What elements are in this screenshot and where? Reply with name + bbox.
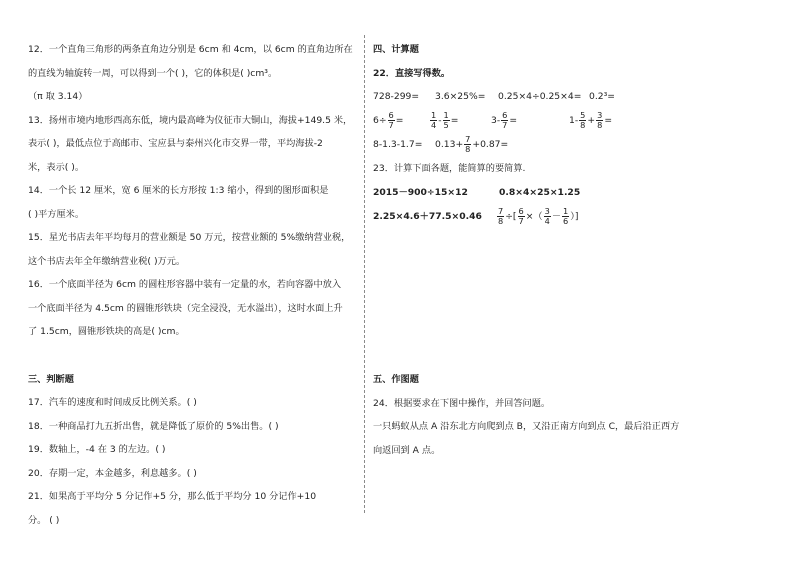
numerator: 6 bbox=[518, 205, 524, 216]
numerator: 3 bbox=[597, 110, 603, 120]
calc-1-4: 0.2³= bbox=[589, 91, 615, 102]
column-divider bbox=[364, 35, 365, 513]
fraction bbox=[596, 111, 603, 130]
left-column bbox=[28, 38, 363, 532]
section-5 bbox=[373, 368, 773, 462]
q14-line1: 14．一个长 12 厘米，宽 6 厘米的长方形按 1:3 缩小，得到的图形面积是 bbox=[28, 185, 329, 196]
calc-row-4 bbox=[373, 181, 773, 205]
calc-2-1 bbox=[373, 109, 403, 133]
calc-row-2 bbox=[373, 109, 773, 133]
operator: - bbox=[438, 115, 442, 126]
operator: ÷[ bbox=[505, 210, 517, 222]
calc-row-5 bbox=[373, 205, 773, 229]
fraction bbox=[562, 207, 569, 226]
right-column bbox=[373, 38, 773, 229]
calc-row-3 bbox=[373, 133, 773, 157]
denominator: 5 bbox=[443, 120, 449, 130]
denominator: 8 bbox=[597, 120, 603, 130]
operator: ×（ bbox=[525, 210, 543, 222]
fraction bbox=[497, 207, 504, 226]
calc-1-3: 0.25×4÷0.25×4= bbox=[498, 91, 582, 102]
q19: 19．数轴上，-4 在 3 的左边。( ) bbox=[28, 444, 166, 455]
numerator: 1 bbox=[563, 205, 569, 216]
calc-2-1-post: = bbox=[395, 115, 404, 126]
fraction bbox=[443, 111, 450, 130]
q21-line2: 分。 ( ) bbox=[28, 514, 60, 526]
fraction bbox=[388, 111, 395, 130]
calc-3-1: 8-1.3-1.7= bbox=[373, 139, 423, 150]
q22-title: 22．直接写得数。 bbox=[373, 67, 451, 79]
calc-2-4-post: = bbox=[604, 115, 613, 126]
q23-title: 23．计算下面各题，能简算的要简算. bbox=[373, 163, 526, 174]
calc-1-2: 3.6×25%= bbox=[435, 91, 486, 102]
calc-2-2-post: = bbox=[450, 115, 459, 126]
calc-3-2-pre: 0.13+ bbox=[435, 139, 464, 150]
calc-2-2 bbox=[429, 109, 458, 133]
calc-2-4 bbox=[569, 109, 612, 133]
calc-2-3-post: = bbox=[509, 115, 518, 126]
numerator: 1 bbox=[431, 110, 437, 120]
q18: 18．一种商品打九五折出售，就是降低了原价的 5%出售。( ) bbox=[28, 420, 279, 432]
q21-line1: 21．如果高于平均分 5 分记作+5 分，那么低于平均分 10 分记作+10 bbox=[28, 491, 317, 502]
q13-line2: 表示( )，最低点位于高邮市、宝应县与泰州兴化市交界一带，平均海拔-2 bbox=[28, 138, 323, 149]
section-3-title: 三、判断题 bbox=[28, 373, 74, 385]
denominator: 6 bbox=[563, 215, 569, 226]
calc-1-1: 728-299= bbox=[373, 91, 420, 102]
q24-line1: 一只蚂蚁从点 A 沿东北方向爬到点 B，又沿正南方向到点 C，最后沿正西方 bbox=[373, 421, 680, 432]
calc-3-2-post: +0.87= bbox=[472, 139, 509, 150]
calc-2-3 bbox=[491, 109, 517, 133]
numerator: 7 bbox=[465, 134, 471, 144]
calc-2-3-pre: 3- bbox=[491, 115, 501, 126]
denominator: 4 bbox=[544, 215, 550, 226]
calc-4-1: 2015－900÷15×12 bbox=[373, 186, 468, 198]
numerator: 6 bbox=[388, 110, 394, 120]
q20: 20．存期一定，本金越多，利息越多。( ) bbox=[28, 467, 197, 479]
q14-line2: ( )平方厘米。 bbox=[28, 208, 85, 220]
fraction bbox=[544, 207, 551, 226]
section-5-title: 五、作图题 bbox=[373, 374, 419, 385]
q12-line2: 的直线为轴旋转一周，可以得到一个( )，它的体积是( )cm³。 bbox=[28, 67, 278, 79]
fraction bbox=[518, 207, 525, 226]
q24-line2: 向返回到 A 点。 bbox=[373, 444, 441, 456]
denominator: 7 bbox=[388, 120, 394, 130]
calc-5-2 bbox=[496, 205, 578, 229]
operator: － bbox=[551, 210, 562, 222]
numerator: 6 bbox=[502, 110, 508, 120]
operator: + bbox=[587, 115, 596, 126]
q13-line1: 13．扬州市境内地形西高东低，境内最高峰为仪征市大铜山，海拔+149.5 米， bbox=[28, 114, 353, 126]
numerator: 3 bbox=[544, 205, 550, 216]
denominator: 7 bbox=[502, 120, 508, 130]
q17: 17．汽车的速度和时间成反比例关系。( ) bbox=[28, 397, 197, 408]
q15-line1: 15．星光书店去年平均每月的营业额是 50 万元，按营业额的 5%缴纳营业税， bbox=[28, 232, 351, 243]
fraction bbox=[464, 135, 471, 154]
calc-4-2: 0.8×4×25×1.25 bbox=[499, 186, 581, 198]
denominator: 8 bbox=[580, 120, 586, 130]
calc-row-1 bbox=[373, 85, 773, 109]
denominator: 4 bbox=[431, 120, 437, 130]
q16-line1: 16．一个底面半径为 6cm 的圆柱形容器中装有一定量的水，若向容器中放入 bbox=[28, 279, 342, 290]
calc-2-4-pre: 1- bbox=[569, 115, 579, 126]
q16-line3: 了 1.5cm，圆锥形铁块的高是( )cm。 bbox=[28, 326, 185, 337]
denominator: 8 bbox=[498, 215, 504, 226]
calc-3-2 bbox=[435, 133, 508, 157]
numerator: 1 bbox=[443, 110, 449, 120]
q12-line1: 12．一个直角三角形的两条直角边分别是 6cm 和 4cm，以 6cm 的直角边所在 bbox=[28, 44, 353, 55]
operator: ）] bbox=[570, 210, 579, 222]
calc-2-1-pre: 6÷ bbox=[373, 115, 387, 126]
denominator: 7 bbox=[518, 215, 524, 226]
numerator: 7 bbox=[498, 205, 504, 216]
calc-5-1: 2.25×4.6＋77.5×0.46 bbox=[373, 210, 482, 222]
q13-line3: 米，表示( )。 bbox=[28, 161, 85, 173]
fraction bbox=[579, 111, 586, 130]
denominator: 8 bbox=[465, 144, 471, 154]
fraction bbox=[501, 111, 508, 130]
fraction bbox=[430, 111, 437, 130]
section-4-title: 四、计算题 bbox=[373, 44, 419, 55]
q24-title: 24．根据要求在下图中操作，并回答问题。 bbox=[373, 397, 551, 409]
q12-line3: （π 取 3.14） bbox=[28, 91, 88, 102]
q16-line2: 一个底面半径为 4.5cm 的圆锥形铁块（完全浸没，无水溢出），这时水面上升 bbox=[28, 302, 343, 314]
q15-line2: 这个书店去年全年缴纳营业税( )万元。 bbox=[28, 255, 186, 267]
numerator: 5 bbox=[580, 110, 586, 120]
